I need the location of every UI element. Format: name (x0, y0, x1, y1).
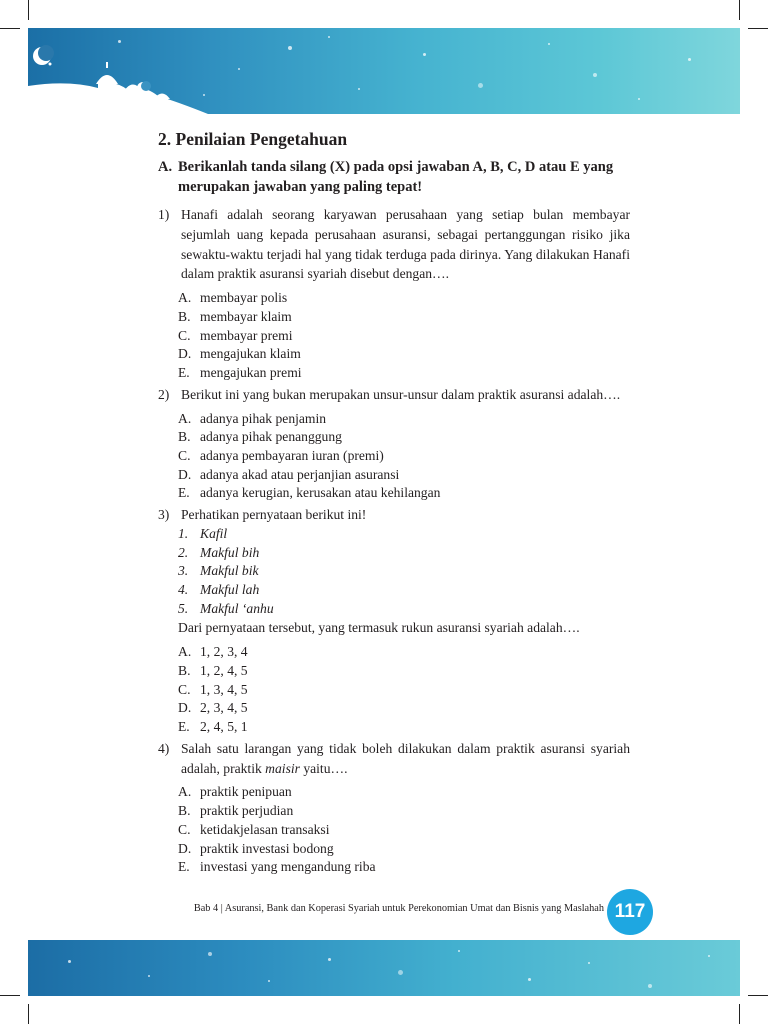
option-text: 2, 4, 5, 1 (200, 719, 248, 735)
option-a[interactable] (178, 289, 630, 308)
statement-item (178, 600, 630, 619)
option-b[interactable] (178, 662, 630, 681)
option-text: mengajukan klaim (200, 346, 301, 362)
crop-mark (739, 1004, 740, 1024)
option-text: membayar klaim (200, 308, 292, 324)
footer-banner (28, 940, 740, 996)
option-text: 1, 3, 4, 5 (200, 681, 248, 697)
question-number: 1) (158, 207, 170, 222)
mosque-silhouette-icon (28, 28, 208, 114)
question-2 (158, 385, 630, 405)
question-text: Perhatikan pernyataan berikut ini! (181, 507, 367, 523)
statement-item (178, 581, 630, 600)
option-b[interactable] (178, 428, 630, 447)
option-label: C. (178, 681, 191, 697)
question-number: 2) (158, 386, 170, 402)
option-label: B. (178, 803, 191, 819)
option-d[interactable] (178, 840, 630, 859)
question-1-options (178, 289, 630, 383)
statement-label: 4. (178, 581, 189, 597)
crop-mark (0, 995, 20, 996)
statement-text: Makful bik (200, 563, 259, 579)
question-2-options (178, 410, 630, 504)
header-banner (28, 28, 740, 114)
option-e[interactable] (178, 718, 630, 737)
section-title: 2. Penilaian Pengetahuan (158, 129, 348, 149)
question-3 (158, 505, 630, 525)
option-label: C. (178, 821, 191, 837)
option-b[interactable] (178, 802, 630, 821)
statement-item (178, 562, 630, 581)
question-text (181, 739, 630, 779)
statement-text: Makful lah (200, 581, 260, 597)
option-label: E. (178, 365, 190, 380)
option-text: investasi yang mengandung riba (200, 859, 376, 875)
option-d[interactable] (178, 345, 630, 364)
option-c[interactable] (178, 681, 630, 700)
option-text: membayar premi (200, 327, 293, 343)
question-4 (158, 739, 630, 779)
statement-text: Makful bih (200, 544, 260, 560)
option-text: praktik penipuan (200, 784, 292, 800)
statement-label: 2. (178, 544, 189, 560)
option-b[interactable] (178, 308, 630, 327)
main-content (158, 128, 630, 879)
option-text: adanya pihak penjamin (200, 410, 327, 426)
crop-mark (0, 28, 20, 29)
footer-chapter-title: Bab 4 | Asuransi, Bank dan Koperasi Syariah untuk Perekonomian Umat dan Bisnis yang Maslahah (193, 903, 604, 914)
option-label: D. (178, 346, 192, 362)
option-label: B. (178, 663, 191, 679)
option-label: C. (178, 447, 191, 463)
option-text: membayar polis (200, 290, 288, 306)
option-c[interactable] (178, 821, 630, 840)
option-text: adanya pembayaran iuran (premi) (200, 447, 384, 463)
option-label: E. (178, 719, 190, 735)
option-c[interactable] (178, 447, 630, 466)
crop-mark (739, 0, 740, 20)
option-text: adanya akad atau perjanjian asuransi (200, 466, 400, 482)
option-label: D. (178, 466, 192, 482)
question-text: Berikut ini yang bukan merupakan unsur-unsur dalam praktik asuransi adalah…. (181, 386, 621, 402)
option-text: 2, 3, 4, 5 (200, 700, 248, 716)
question-term: maisir (265, 760, 300, 776)
question-3-options (178, 643, 630, 737)
option-a[interactable] (178, 783, 630, 802)
option-text: adanya kerugian, kerusakan atau kehilangan (200, 485, 441, 501)
statement-list (178, 525, 630, 619)
statement-text: Makful ‘anhu (200, 600, 274, 616)
option-text: praktik investasi bodong (200, 840, 334, 856)
option-c[interactable] (178, 327, 630, 346)
statement-label: 3. (178, 563, 189, 579)
option-label: A. (178, 290, 192, 306)
option-text: 1, 2, 4, 5 (200, 663, 248, 679)
option-text: ketidakjelasan transaksi (200, 821, 330, 837)
option-e[interactable] (178, 364, 630, 383)
instruction (158, 157, 630, 197)
option-label: B. (178, 429, 191, 445)
statement-text: Kafil (200, 525, 228, 541)
question-text: Hanafi adalah seorang karyawan perusahaan yang setiap bulan membayar sejumlah uang kepada perusahaan asuransi, sebagai pertanggungan risiko jika sewaktu-waktu terjadi hal yang tidak terduga pada dirinya. Yang dilakukan Hanafi dalam praktik asuransi syariah disebut dengan…. (181, 207, 630, 282)
option-e[interactable] (178, 484, 630, 503)
option-label: B. (178, 308, 191, 324)
statement-item (178, 525, 630, 544)
option-label: A. (178, 784, 192, 800)
crop-mark (28, 0, 29, 20)
page-number: 117 (607, 889, 653, 935)
option-label: D. (178, 700, 192, 716)
question-text-end: yaitu…. (299, 760, 348, 776)
option-label: C. (178, 327, 191, 343)
option-text: mengajukan premi (200, 365, 302, 380)
option-d[interactable] (178, 466, 630, 485)
option-text: 1, 2, 3, 4 (200, 644, 248, 660)
question-number: 3) (158, 507, 170, 523)
option-e[interactable] (178, 858, 630, 877)
statement-item (178, 544, 630, 563)
statement-label: 5. (178, 600, 189, 616)
option-a[interactable] (178, 410, 630, 429)
crop-mark (748, 28, 768, 29)
question-number: 4) (158, 740, 170, 756)
option-label: D. (178, 840, 192, 856)
option-label: E. (178, 859, 190, 875)
instruction-label: A. (158, 159, 173, 175)
option-a[interactable] (178, 643, 630, 662)
question-4-options (178, 783, 630, 877)
option-d[interactable] (178, 699, 630, 718)
option-label: E. (178, 485, 190, 501)
question-1 (158, 205, 630, 284)
option-label: A. (178, 410, 192, 426)
option-text: adanya pihak penanggung (200, 429, 342, 445)
crop-mark (748, 995, 768, 996)
statement-label: 1. (178, 525, 189, 541)
instruction-text: Berikanlah tanda silang (X) pada opsi jawaban A, B, C, D atau E yang merupakan jawaban yang paling tepat! (178, 159, 614, 195)
option-label: A. (178, 644, 192, 660)
crop-mark (28, 1004, 29, 1024)
question-text-start: Salah satu larangan yang tidak boleh dilakukan dalam praktik asuransi syariah adalah, praktik (181, 740, 630, 776)
question-followup: Dari pernyataan tersebut, yang termasuk rukun asuransi syariah adalah…. (178, 620, 580, 636)
option-text: praktik perjudian (200, 803, 294, 819)
